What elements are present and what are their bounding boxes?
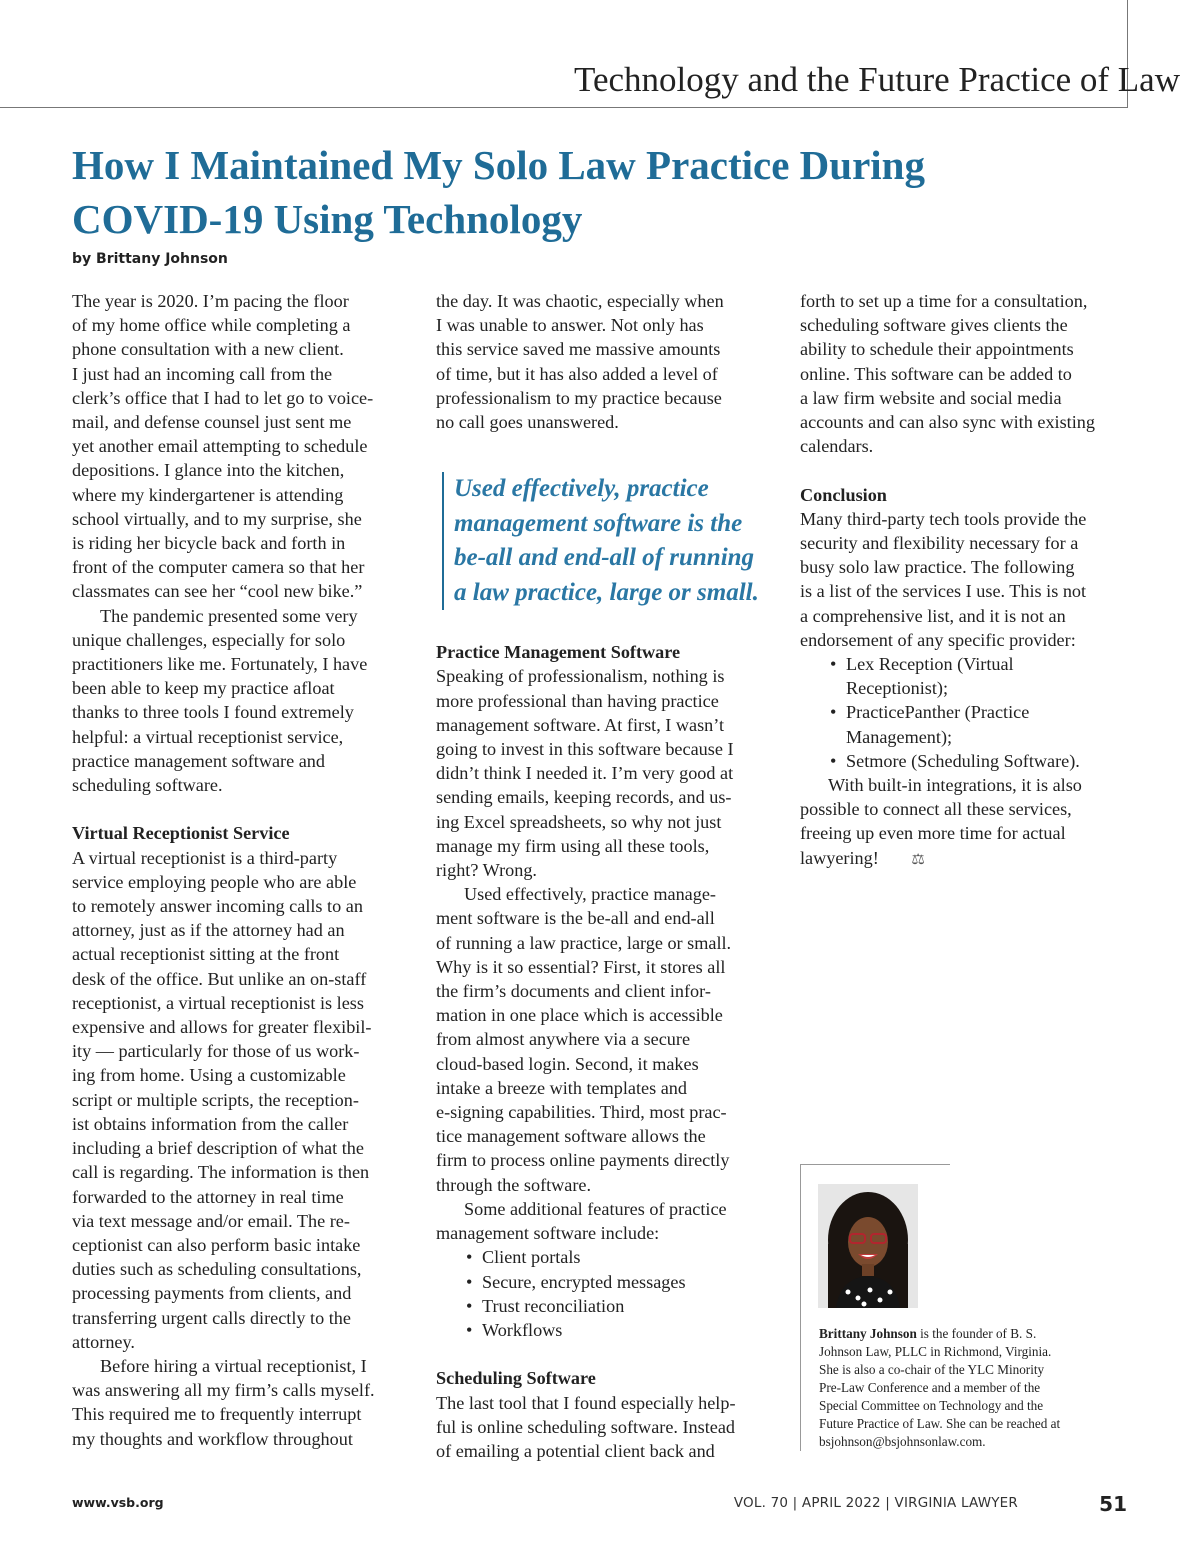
bullet-icon: •	[466, 1295, 473, 1316]
list-item: • Trust reconciliation	[436, 1294, 768, 1318]
paragraph: Speaking of professionalism, nothing is more professional than having practice management software. At first, I wasn’t going to invest in this software because I didn’t think I needed it. I’m very good at sending emails, keeping records, and us- ing Excel spreadsheets, so why not just manage my firm using all these tools, right? Wrong.	[436, 666, 734, 881]
author-photo-illustration	[818, 1184, 918, 1308]
services-list	[800, 652, 1130, 773]
author-bio	[819, 1325, 1109, 1451]
bullet-icon: •	[830, 750, 837, 771]
paragraph: Some additional features of practice management software include:	[436, 1198, 727, 1244]
author-photo	[818, 1184, 918, 1308]
subheading-practice-management: Practice Management Software	[436, 642, 681, 663]
paragraph: Many third-party tech tools provide the security and flexibility necessary for a busy solo law practice. The following is a list of the services I use. This is not a comprehensive list, and it is not an endorsement of any specific provider:	[800, 508, 1087, 650]
column-1	[72, 289, 404, 1451]
list-item: • Lex Reception (Virtual Receptionist);	[830, 654, 1014, 699]
paragraph: Used effectively, practice manage- ment software is the be-all and end-all of running a law practice, large or small. Why is it so essential? First, it stores all the firm’s documents and client infor- mation in one place which is accessible from almost anywhere via a secure cloud-based login. Second, it makes intake a breeze with templates and e-signing capabilities. Third, most prac- tice management software allows the firm to process online payments directly through the software.	[436, 884, 732, 1195]
bullet-icon: •	[830, 654, 837, 675]
paragraph: The last tool that I found especially help- ful is online scheduling software. Instead of emailing a potential client back and	[436, 1392, 736, 1461]
closing-paragraph	[800, 773, 1130, 872]
list-item: • Secure, encrypted messages	[436, 1270, 768, 1294]
section-title: Technology and the Future Practice of Law	[574, 60, 1180, 99]
paragraph: The pandemic presented some very unique challenges, especially for solo practitioners like me. Fortunately, I have been able to keep my practice afloat thanks to three tools I found extremely helpful: a virtual receptionist service, practice management software and scheduling software.	[72, 605, 368, 796]
list-item: • Setmore (Scheduling Software).	[800, 749, 1130, 773]
list-item: • PracticePanther (Practice Management);	[830, 702, 1030, 747]
subheading-scheduling-software: Scheduling Software	[436, 1368, 596, 1389]
article-title	[72, 138, 1052, 246]
bullet-icon: •	[466, 1247, 473, 1268]
bio-rule-horizontal	[800, 1164, 950, 1165]
bullet-icon: •	[830, 702, 837, 723]
bullet-icon: •	[466, 1319, 473, 1340]
footer-url[interactable]: www.vsb.org	[72, 1495, 164, 1510]
paragraph: The year is 2020. I’m pacing the floor of my home office while completing a phone consultation with a new client. I just had an incoming call from the clerk’s office that I had to let go to voice- mail, and defense counsel just sent me yet another email attempting to schedule depositions. I glance into the kitchen, where my kindergartener is attending school virtually, and to my surprise, she is riding her bicycle back and forth in front of the computer camera so that her classmates can see her “cool new bike.”	[72, 291, 374, 602]
paragraph: A virtual receptionist is a third-party service employing people who are able to remotely answer incoming calls to an attorney, just as if the attorney had an actual receptionist sitting at the front desk of the office. But unlike an on-staff receptionist, a virtual receptionist is less expensive and allows for greater flexibil- ity — particularly for those of us work- ing from home. Using a customizable script or multiple scripts, the reception- ist obtains information from the caller including a brief description of what the call is regarding. The information is then forwarded to the attorney in real time via text message and/or email. The re- ceptionist can also perform basic intake duties such as scheduling consultations, processing payments from clients, and transferring urgent calls directly to the attorney.	[72, 847, 372, 1352]
closing-text: With built-in integrations, it is also possible to connect all these services, freeing up even more time for actual lawyering!	[800, 775, 1082, 868]
list-item: • Workflows	[436, 1318, 768, 1342]
subheading-conclusion: Conclusion	[800, 484, 887, 505]
column-3	[800, 289, 1130, 872]
author-name: Brittany Johnson	[819, 1326, 917, 1341]
paragraph: Before hiring a virtual receptionist, I was answering all my firm’s calls myself. This required me to frequently interrupt my thoughts and workflow throughout	[72, 1355, 375, 1449]
byline: by Brittany Johnson	[72, 251, 228, 267]
footer-issue: VOL. 70 | APRIL 2022 | VIRGINIA LAWYER	[733, 1495, 1018, 1511]
author-bio-text: is the founder of B. S. Johnson Law, PLLC in Richmond, Virginia. She is also a co-chair of the YLC Minority Pre-Law Conference and a member of the Special Committee on Technology and the Future Practice of Law. She can be reached at bsjohnson@bsjohnsonlaw.com.	[819, 1326, 1061, 1449]
pull-quote-text: Used effectively, practice management software is the be-all and end-all of running a law practice, large or small.	[454, 475, 759, 606]
paragraph: forth to set up a time for a consultation, scheduling software gives clients the ability to schedule their appointments online. This software can be added to a law firm website and social media accounts and can also sync with existing calendars.	[800, 291, 1095, 457]
column-2	[436, 289, 768, 1463]
subheading-virtual-receptionist: Virtual Receptionist Service	[72, 823, 290, 844]
bio-rule-vertical	[800, 1164, 801, 1451]
scales-icon: ⚖	[911, 851, 925, 868]
bullet-icon: •	[466, 1271, 473, 1292]
page-number: 51	[1099, 1492, 1127, 1516]
list-item: • Client portals	[436, 1245, 768, 1269]
paragraph: the day. It was chaotic, especially when I was unable to answer. Not only has this service saved me massive amounts of time, but it has also added a level of professionalism to my practice because no call goes unanswered.	[436, 291, 724, 433]
features-list	[436, 1245, 768, 1342]
article-title-line-1: How I Maintained My Solo Law Practice During	[72, 142, 925, 188]
pull-quote	[442, 472, 768, 610]
article-title-line-2: COVID-19 Using Technology	[72, 196, 583, 242]
